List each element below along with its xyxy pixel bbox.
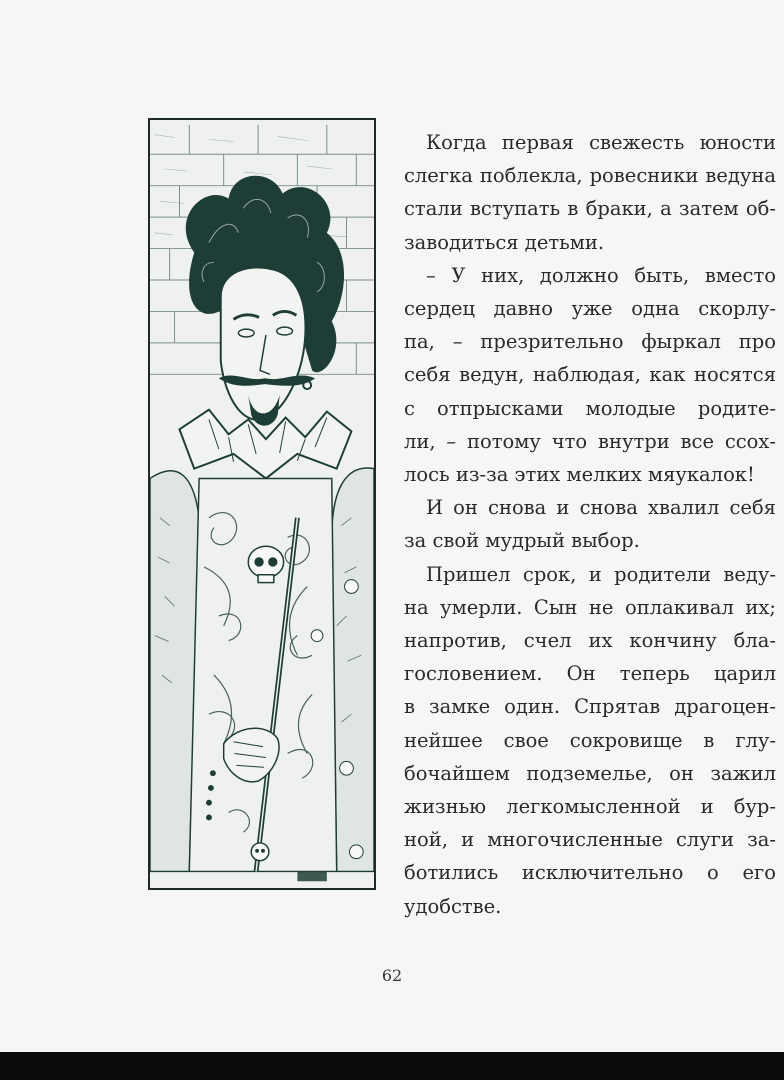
paragraph-3 bbox=[404, 491, 776, 557]
text-line: нейшее свое сокровище в глу- bbox=[404, 728, 776, 752]
page-number: 62 bbox=[381, 966, 403, 985]
text-line: напротив, счел их кончину бла- bbox=[404, 629, 776, 653]
text-line: на умерли. Сын не оплакивал их; bbox=[404, 595, 776, 619]
text-line: в замке один. Спрятав драгоцен- bbox=[404, 695, 776, 719]
text-line: жизнью легкомысленной и бур- bbox=[404, 795, 776, 819]
text-line: за свой мудрый выбор. bbox=[404, 529, 640, 553]
text-line: лось из-за этих мелких мяукалок! bbox=[404, 463, 755, 487]
scan-bottom-edge bbox=[0, 1052, 784, 1080]
text-line: удобстве. bbox=[404, 894, 502, 918]
text-line: Когда первая свежесть юности bbox=[426, 131, 776, 154]
text-line: с отпрысками молодые родите- bbox=[404, 396, 776, 420]
text-line: ной, и многочисленные слуги за- bbox=[404, 828, 776, 852]
paragraph-1 bbox=[404, 126, 776, 259]
text-line: Пришел срок, и родители веду- bbox=[426, 562, 776, 586]
text-line: па, – презрительно фыркал про bbox=[404, 330, 776, 354]
paragraph-2 bbox=[404, 259, 776, 491]
text-line: слегка поблекла, ровесники ведуна bbox=[404, 164, 776, 188]
portrait-drawing bbox=[150, 120, 374, 888]
warlock-portrait-illustration bbox=[148, 118, 376, 890]
text-line: ботились исключительно о его bbox=[404, 861, 776, 885]
text-line: – У них, должно быть, вместо bbox=[426, 263, 776, 287]
body-text bbox=[404, 126, 776, 923]
text-line: стали вступать в браки, а затем об- bbox=[404, 197, 776, 221]
text-line: заводиться детьми. bbox=[404, 230, 605, 254]
text-line: гословением. Он теперь царил bbox=[404, 662, 776, 686]
paragraph-4 bbox=[404, 558, 776, 923]
text-line: ли, – потому что внутри все ссох- bbox=[404, 429, 776, 453]
text-line: И он снова и снова хвалил себя bbox=[426, 496, 776, 520]
text-line: сердец давно уже одна скорлу- bbox=[404, 297, 776, 321]
text-line: себя ведун, наблюдая, как носятся bbox=[404, 363, 776, 387]
text-line: бочайшем подземелье, он зажил bbox=[404, 761, 776, 785]
